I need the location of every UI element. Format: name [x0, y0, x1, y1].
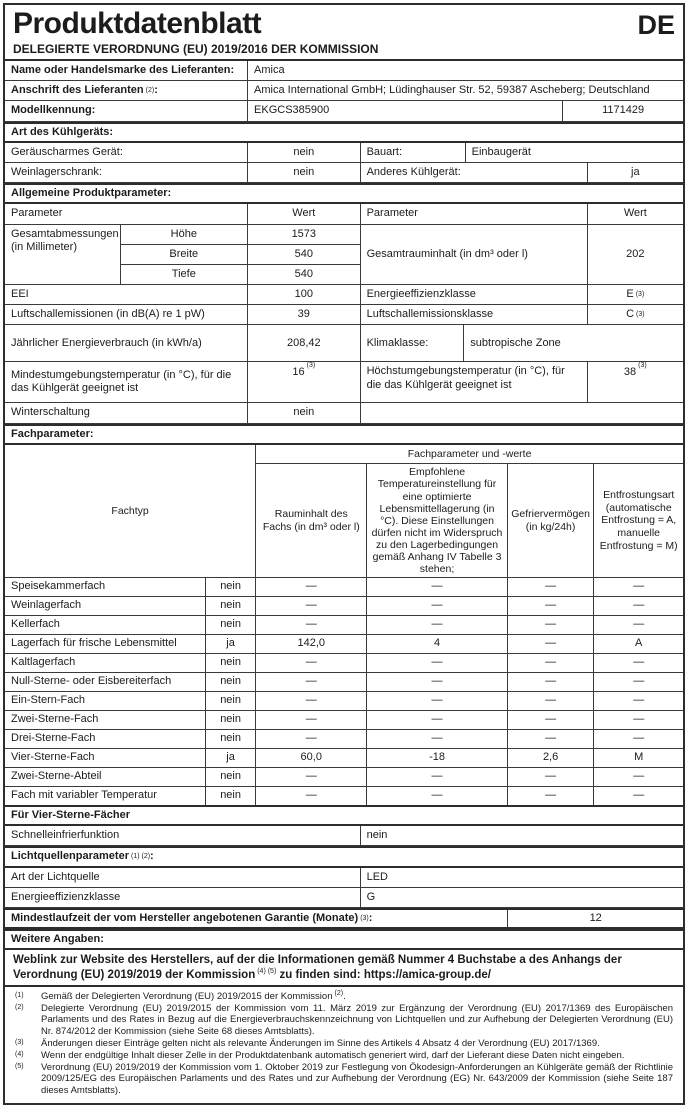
footnote-item: [11, 1003, 677, 1037]
compartment-name: Weinlagerfach: [11, 599, 82, 612]
footnote-text: Gemäß der Delegierten Verordnung (EU) 2019/2015 der Kommission $^{(2)}$.: [41, 989, 346, 1003]
compartment-row: [5, 597, 683, 616]
compartment-row: [5, 787, 683, 805]
climate-class-label: Klimaklasse:: [360, 325, 464, 361]
device-type-row-2: [5, 163, 683, 183]
supplier-address-row: [5, 81, 683, 101]
title-bar: [5, 5, 683, 41]
compartment-freeze: 2,6: [507, 749, 594, 767]
light-class-row: [5, 888, 683, 908]
compartment-present: nein: [205, 654, 255, 672]
section-device-type: [5, 122, 683, 143]
general-params-header: [5, 204, 683, 224]
compartment-temp-header: Empfohlene Temperatureinstellung für eine optimierte Lebensmittellagerung (in °C). Diese Einstellungen dürfen nicht im Widerspruch zu den Lagerbedingungen gemäß Anhang IV Tabelle 3 stehen;: [366, 463, 506, 577]
compartment-present: nein: [205, 578, 255, 596]
noise-label: Luftschallemissionen (in dB(A) re 1 pW): [11, 308, 205, 321]
footnote-marker: (1): [15, 992, 24, 1000]
design-type-label: Bauart:: [360, 143, 465, 162]
max-ambient-temp-label: Höchstumgebungstemperatur (in °C), für die das Kühlgerät geeignet ist: [360, 362, 587, 402]
winter-setting-label: Winterschaltung: [11, 406, 90, 419]
noise-class-value: C (3): [587, 305, 683, 324]
compartment-present: ja: [205, 635, 255, 653]
compartment-defrost: —: [593, 692, 682, 710]
eei-label: EEI: [11, 288, 29, 301]
footnote-item: [11, 991, 677, 1002]
compartment-volume: —: [255, 711, 366, 729]
compartment-temp: —: [366, 730, 506, 748]
eei-row: [5, 285, 683, 305]
compartment-name: Ein-Stern-Fach: [11, 694, 85, 707]
compartment-name: Zwei-Sterne-Fach: [11, 713, 99, 726]
compartment-row: [5, 578, 683, 597]
annual-energy-value: 208,42: [247, 325, 360, 361]
section-light-source: [5, 846, 683, 867]
compartment-temp: —: [366, 673, 506, 691]
compartment-present: nein: [205, 711, 255, 729]
compartment-defrost: —: [593, 673, 682, 691]
winter-setting-empty: [360, 403, 683, 422]
winter-setting-value: nein: [247, 403, 360, 422]
compartment-defrost: —: [593, 616, 682, 634]
max-ambient-temp-value: 38 (3): [587, 362, 683, 402]
footnote-marker: (4): [15, 1051, 24, 1059]
compartment-freeze: —: [507, 787, 594, 805]
compartment-defrost: —: [593, 597, 682, 615]
supplier-address-label: Anschrift des Lieferanten (2) :: [11, 84, 158, 97]
light-class-label: Energieeffizienzklasse: [11, 890, 121, 903]
compartment-table-body: [5, 578, 683, 805]
guarantee-value: 12: [507, 910, 683, 927]
supplier-name-value: Amica: [247, 61, 683, 80]
compartment-volume: —: [255, 768, 366, 786]
annual-energy-label: Jährlicher Energieverbrauch (in kWh/a): [11, 336, 202, 349]
compartment-freeze: —: [507, 597, 594, 615]
energy-class-label: Energieeffizienzklasse: [360, 285, 587, 304]
footnote-text: Wenn der endgültige Inhalt dieser Zelle in der Produktdatenbank automatisch generiert wird, darf der Lieferant diese Daten nicht eingeben.: [41, 1050, 625, 1062]
dimension-height-value: 1573: [247, 225, 360, 244]
section-more-info: [5, 929, 683, 950]
total-volume-value: 202: [587, 225, 683, 285]
compartment-volume: —: [255, 692, 366, 710]
compartment-volume: 60,0: [255, 749, 366, 767]
eei-value: 100: [247, 285, 360, 304]
footnote-text: Delegierte Verordnung (EU) 2019/2015 der Kommission vom 11. März 2019 zur Ergänzung der Verordnung (EU) 2017/1369 des Europäischen Parlaments und des Rates in Bezug auf die Energieverbrauchskennzeichnung von Lichtquellen und zur Aufhebung der Delegierten Verordnung (EU) Nr. 874/2012 der Kommission (siehe Seite 68 dieses Amtsblatts).: [41, 1003, 673, 1037]
compartment-name: Null-Sterne- oder Eisbereiterfach: [11, 675, 172, 688]
compartment-freeze: —: [507, 711, 594, 729]
section-compartments-title: Fachparameter:: [11, 427, 94, 440]
section-general-params-title: Allgemeine Produktparameter:: [11, 187, 172, 200]
section-four-star-title: Für Vier-Sterne-Fächer: [11, 808, 131, 821]
low-noise-label: Geräuscharmes Gerät:: [11, 145, 123, 158]
footnote-text: Änderungen dieser Einträge gelten nicht als relevante Änderungen im Sinne des Artikels 4 Absatz 4 der Verordnung (EU) 2017/1369.: [41, 1037, 600, 1049]
compartment-volume: —: [255, 616, 366, 634]
regulation-subtitle: DELEGIERTE VERORDNUNG (EU) 2019/2016 DER KOMMISSION: [5, 41, 683, 61]
compartment-row: [5, 616, 683, 635]
dimension-height-label: Höhe: [120, 225, 247, 244]
noise-value: 39: [247, 305, 360, 324]
compartment-defrost: —: [593, 654, 682, 672]
compartment-row: [5, 692, 683, 711]
compartment-row: [5, 673, 683, 692]
compartment-row: [5, 730, 683, 749]
compartment-temp: -18: [366, 749, 506, 767]
compartment-present: nein: [205, 730, 255, 748]
compartment-freeze: —: [507, 635, 594, 653]
compartment-temp: —: [366, 616, 506, 634]
compartment-table-header: [5, 445, 683, 578]
fast-freeze-value: nein: [360, 826, 683, 845]
manufacturer-weblink-text: Weblink zur Website des Herstellers, auf der die Informationen gemäß Nummer 4 Buchstabe a des Anhangs der Verordnung (EU) 2019/2019 der Kommission $^{(4) (5)}$ zu finden sind: https://amica-group.de/: [5, 950, 683, 987]
value-header-2: Wert: [587, 204, 683, 223]
min-ambient-temp-value: 16 (3): [247, 362, 360, 402]
energy-class-value: E (3): [587, 285, 683, 304]
light-type-value: LED: [360, 868, 683, 887]
footnote-marker: (2): [15, 1004, 24, 1012]
compartment-row: [5, 768, 683, 787]
compartment-temp: —: [366, 787, 506, 805]
footnote-ref: (4) (5): [257, 967, 277, 975]
compartment-defrost: —: [593, 768, 682, 786]
compartment-present: nein: [205, 692, 255, 710]
model-code: 1171429: [562, 101, 683, 120]
wine-storage-value: nein: [247, 163, 360, 182]
guarantee-row: [5, 908, 683, 929]
light-type-label: Art der Lichtquelle: [11, 870, 100, 883]
compartment-volume: —: [255, 673, 366, 691]
compartment-freeze: —: [507, 673, 594, 691]
manufacturer-weblink[interactable]: https://amica-group.de/: [363, 968, 491, 981]
total-volume-label: Gesamtrauminhalt (in dm³ oder l): [360, 225, 587, 285]
compartment-volume: —: [255, 654, 366, 672]
footnote-marker: (5): [15, 1063, 24, 1071]
compartment-temp: —: [366, 654, 506, 672]
compartment-freeze: —: [507, 654, 594, 672]
compartment-volume: —: [255, 787, 366, 805]
other-fridge-value: ja: [587, 163, 683, 182]
section-general-params: [5, 183, 683, 204]
compartment-group-header: Fachparameter und -werte: [255, 445, 683, 464]
compartment-row: [5, 711, 683, 730]
footnote-list: [5, 987, 683, 1103]
dimension-depth-label: Tiefe: [120, 264, 247, 284]
compartment-freeze-header: Gefriervermögen (in kg/24h): [507, 463, 594, 577]
compartment-defrost: —: [593, 711, 682, 729]
compartment-name: Speisekammerfach: [11, 580, 106, 593]
compartment-type-header: Fachtyp: [111, 504, 149, 517]
footnote-ref: (2): [334, 989, 344, 997]
compartment-name: Vier-Sterne-Fach: [11, 751, 95, 764]
design-type-value: Einbaugerät: [465, 143, 683, 162]
language-code: DE: [637, 10, 675, 40]
param-header-1: Parameter: [11, 207, 63, 220]
compartment-temp: —: [366, 578, 506, 596]
dimension-width-label: Breite: [120, 244, 247, 264]
compartment-freeze: —: [507, 730, 594, 748]
other-fridge-label: Anderes Kühlgerät:: [360, 163, 587, 182]
compartment-present: nein: [205, 787, 255, 805]
compartment-name: Drei-Sterne-Fach: [11, 732, 96, 745]
compartment-name: Fach mit variabler Temperatur: [11, 789, 157, 802]
winter-setting-row: [5, 403, 683, 423]
compartment-temp: —: [366, 597, 506, 615]
model-label: Modellkennung:: [11, 104, 96, 117]
compartment-freeze: —: [507, 616, 594, 634]
model-value: EKGCS385900: [247, 101, 562, 120]
compartment-defrost: M: [593, 749, 682, 767]
page-title: Produktdatenblatt: [13, 7, 262, 40]
compartment-temp: 4: [366, 635, 506, 653]
product-datasheet: [3, 3, 685, 1105]
compartment-name: Kellerfach: [11, 618, 60, 631]
ambient-temp-row: [5, 362, 683, 403]
fast-freeze-row: [5, 826, 683, 846]
compartment-defrost: —: [593, 578, 682, 596]
compartment-present: nein: [205, 597, 255, 615]
dimensions-row: [5, 225, 683, 286]
light-type-row: [5, 868, 683, 888]
compartment-volume: 142,0: [255, 635, 366, 653]
compartment-volume-header: Rauminhalt des Fachs (in dm³ oder l): [255, 463, 366, 577]
noise-class-label: Luftschallemissionsklasse: [360, 305, 587, 324]
section-device-type-title: Art des Kühlgeräts:: [11, 125, 114, 138]
footnote-item: [11, 1062, 677, 1096]
compartment-volume: —: [255, 730, 366, 748]
annual-energy-row: [5, 325, 683, 362]
section-light-source-title: Lichtquellenparameter (1) (2) :: [11, 850, 154, 863]
compartment-temp: —: [366, 711, 506, 729]
supplier-name-label: Name oder Handelsmarke des Lieferanten:: [11, 64, 235, 76]
compartment-defrost: A: [593, 635, 682, 653]
compartment-defrost: —: [593, 730, 682, 748]
footnote-marker: (3): [15, 1038, 24, 1046]
compartment-freeze: —: [507, 578, 594, 596]
compartment-temp: —: [366, 692, 506, 710]
footnote-text: Verordnung (EU) 2019/2019 der Kommission vom 1. Oktober 2019 zur Festlegung von Ökodesign-Anforderungen an Kühlgeräte gemäß der Richtlinie 2009/125/EG des Europäischen Parlaments und des Rates und zur Aufhebung der Verordnung (EG) Nr. 643/2009 der Kommission (siehe Seite 187 dieses Amtsblatts).: [41, 1062, 673, 1096]
noise-row: [5, 305, 683, 325]
wine-storage-label: Weinlagerschrank:: [11, 165, 102, 178]
supplier-name-row: [5, 61, 683, 81]
section-more-info-title: Weitere Angaben:: [11, 933, 104, 946]
model-row: [5, 101, 683, 121]
compartment-volume: —: [255, 597, 366, 615]
fast-freeze-label: Schnelleinfrierfunktion: [11, 829, 120, 842]
footnote-item: [11, 1038, 677, 1049]
compartment-defrost: —: [593, 787, 682, 805]
compartment-present: nein: [205, 616, 255, 634]
footnote-item: [11, 1050, 677, 1061]
light-class-value: G: [360, 888, 683, 907]
compartment-name: Kaltlagerfach: [11, 656, 76, 669]
compartment-row: [5, 749, 683, 768]
compartment-volume: —: [255, 578, 366, 596]
compartment-present: ja: [205, 749, 255, 767]
dimension-depth-value: 540: [247, 264, 360, 284]
low-noise-value: nein: [247, 143, 360, 162]
compartment-present: nein: [205, 673, 255, 691]
compartment-row: [5, 654, 683, 673]
compartment-row: [5, 635, 683, 654]
compartment-temp: —: [366, 768, 506, 786]
compartment-name: Zwei-Sterne-Abteil: [11, 770, 102, 783]
section-four-star: [5, 805, 683, 826]
climate-class-value: subtropische Zone: [463, 325, 683, 361]
device-type-row-1: [5, 143, 683, 163]
min-ambient-temp-label: Mindestumgebungstemperatur (in °C), für die das Kühlgerät geeignet ist: [11, 369, 232, 395]
param-header-2: Parameter: [360, 204, 587, 223]
compartment-freeze: —: [507, 692, 594, 710]
dimension-width-value: 540: [247, 244, 360, 264]
value-header-1: Wert: [247, 204, 360, 223]
section-compartments: [5, 424, 683, 445]
dimensions-label: Gesamtabmessungen (in Millimeter): [11, 227, 119, 253]
compartment-name: Lagerfach für frische Lebensmittel: [11, 637, 177, 650]
compartment-freeze: —: [507, 768, 594, 786]
compartment-defrost-header: Entfrostungsart (automatische Entfrostung = A, manuelle Entfrostung = M): [593, 463, 682, 577]
guarantee-label: Mindestlaufzeit der vom Hersteller angebotenen Garantie (Monate) (3) :: [11, 911, 373, 924]
compartment-present: nein: [205, 768, 255, 786]
supplier-address-value: Amica International GmbH; Lüdinghauser Str. 52, 59387 Ascheberg; Deutschland: [247, 81, 683, 100]
